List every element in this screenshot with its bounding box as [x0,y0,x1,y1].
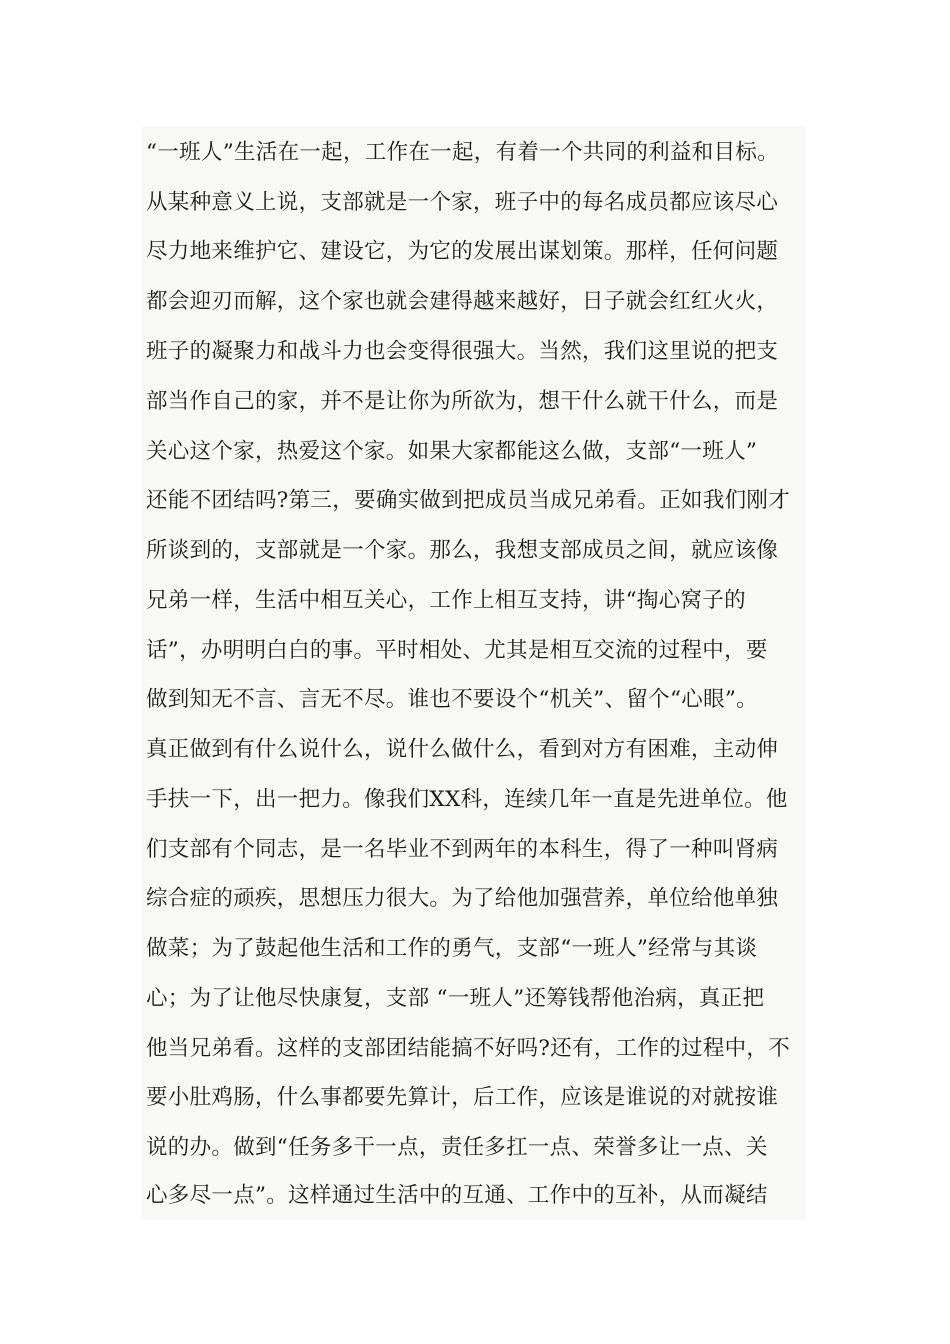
text-line-18: 心；为了让他尽快康复，支部 “一班人”还筹钱帮他治病，真正把 [146,986,765,1011]
text-line-13: 真正做到有什么说什么，说什么做什么，看到对方有困难，主动伸 [146,737,779,762]
text-line-9: 所谈到的，支部就是一个家。那么，我想支部成员之间，就应该像 [146,538,779,563]
text-line-17: 做菜；为了鼓起他生活和工作的勇气，支部“一班人”经常与其谈 [146,936,758,961]
text-line-11: 话”，办明明白白的事。平时相处、尤其是相互交流的过程中，要 [146,638,768,663]
text-line-10: 兄弟一样，生活中相互关心，工作上相互支持，讲“掏心窝子的 [146,588,746,613]
text-line-2: 从某种意义上说，支部就是一个家，班子中的每名成员都应该尽心 [146,190,779,215]
text-line-22: 心多尽一点”。这样通过生活中的互通、工作中的互补，从而凝结 [146,1183,768,1208]
text-line-6: 部当作自己的家，并不是让你为所欲为，想干什么就干什么，而是 [146,389,779,414]
text-line-19: 他当兄弟看。这样的支部团结能搞不好吗?还有，工作的过程中，不 [146,1036,791,1061]
text-line-15: 们支部有个同志，是一名毕业不到两年的本科生，得了一种叫肾病 [146,837,779,862]
text-line-5: 班子的凝聚力和战斗力也会变得很强大。当然，我们这里说的把支 [146,339,779,364]
text-line-14: 手扶一下，出一把力。像我们XX科，连续几年一直是先进单位。他 [146,787,788,812]
text-line-12: 做到知无不言、言无不尽。谁也不要设个“机关”、留个“心眼”。 [146,687,758,712]
text-line-7: 关心这个家，热爱这个家。如果大家都能这么做，支部“一班人” [146,439,758,464]
text-line-3: 尽力地来维护它、建设它，为它的发展出谋划策。那样，任何问题 [146,239,779,264]
text-line-1: “一班人”生活在一起，工作在一起，有着一个共同的利益和目标。 [146,140,779,165]
text-line-8: 还能不团结吗?第三，要确实做到把成员当成兄弟看。正如我们刚才 [146,488,791,513]
body-text [142,126,806,1220]
text-line-16: 综合症的顽疾，思想压力很大。为了给他加强营养，单位给他单独 [146,886,779,911]
text-line-21: 说的办。做到“任务多干一点，责任多扛一点、荣誉多让一点、关 [146,1135,768,1160]
text-line-20: 要小肚鸡肠，什么事都要先算计，后工作，应该是谁说的对就按谁 [146,1085,779,1110]
text-line-4: 都会迎刃而解，这个家也就会建得越来越好，日子就会红红火火， [146,289,779,314]
